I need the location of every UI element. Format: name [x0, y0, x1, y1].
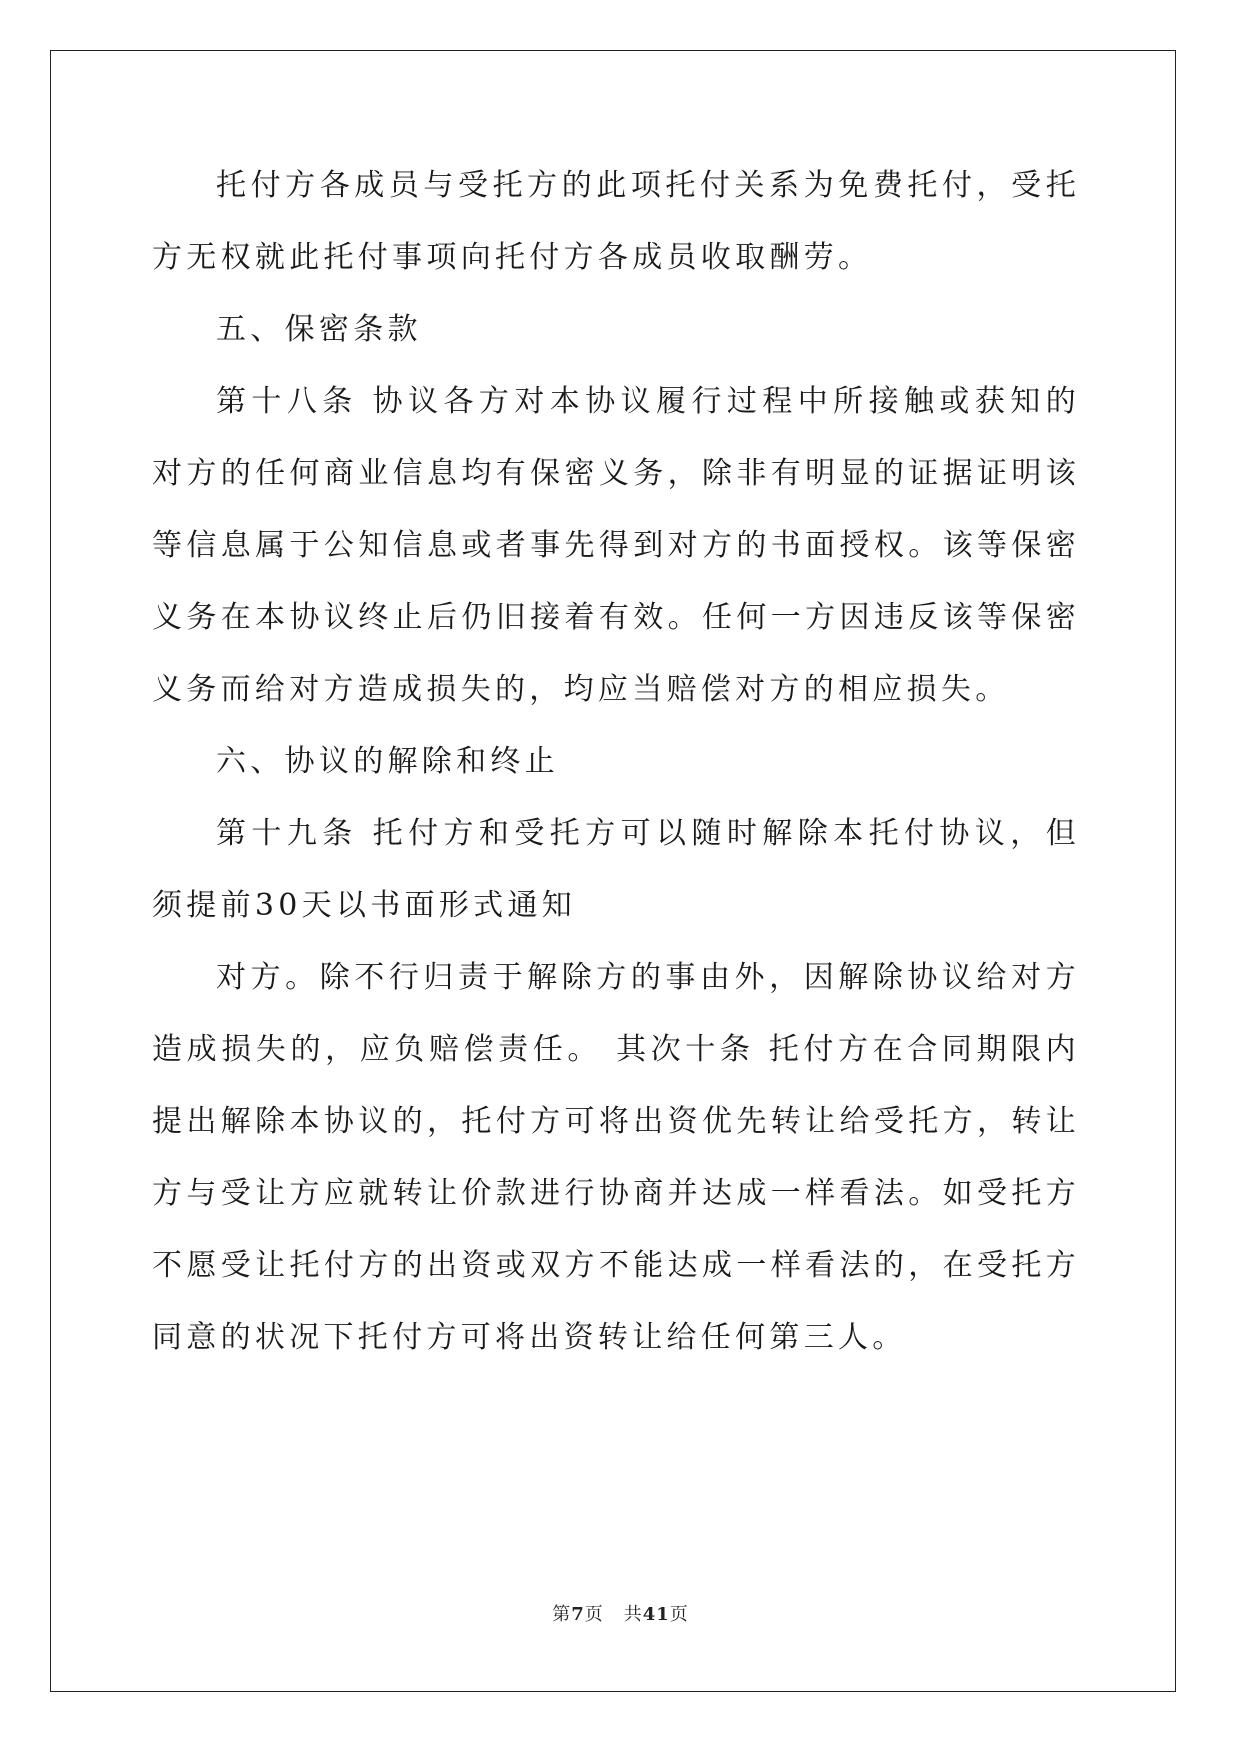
- total-prefix: 共: [623, 1604, 643, 1625]
- page-prefix: 第: [552, 1604, 572, 1625]
- total-pages: 41: [642, 1604, 670, 1625]
- paragraph-article-19: 第十九条 托付方和受托方可以随时解除本托付协议，但须提前30天以书面形式通知: [152, 816, 1080, 923]
- paragraph-article-18: 第十八条 协议各方对本协议履行过程中所接触或获知的对方的任何商业信息均有保密义务，除非有明显的证据证明该等信息属于公知信息或者事先得到对方的书面授权。该等保密义务在本协议终止后仍旧接着有效。任何一方因违反该等保密义务而给对方造成损失的，均应当赔偿对方的相应损失。: [152, 384, 1080, 707]
- paragraph-fee-clause: 托付方各成员与受托方的此项托付关系为免费托付，受托方无权就此托付事项向托付方各成员收取酬劳。: [152, 168, 1080, 275]
- document-body: [152, 150, 1080, 1374]
- total-suffix: 页: [669, 1604, 689, 1625]
- page-number: 7: [571, 1604, 585, 1625]
- section-heading-confidentiality: 五、保密条款: [216, 312, 422, 347]
- page-footer: [0, 1600, 1241, 1626]
- page-suffix: 页: [584, 1604, 604, 1625]
- section-heading-termination: 六、协议的解除和终止: [216, 744, 559, 779]
- paragraph-article-19-continued: 对方。除不行归责于解除方的事由外，因解除协议给对方造成损失的，应负赔偿责任。 其次十条 托付方在合同期限内提出解除本协议的，托付方可将出资优先转让给受托方，转让方与受让方应就转让价款进行协商并达成一样看法。如受托方不愿受让托付方的出资或双方不能达成一样看法的，在受托方同意的状况下托付方可将出资转让给任何第三人。: [152, 960, 1080, 1355]
